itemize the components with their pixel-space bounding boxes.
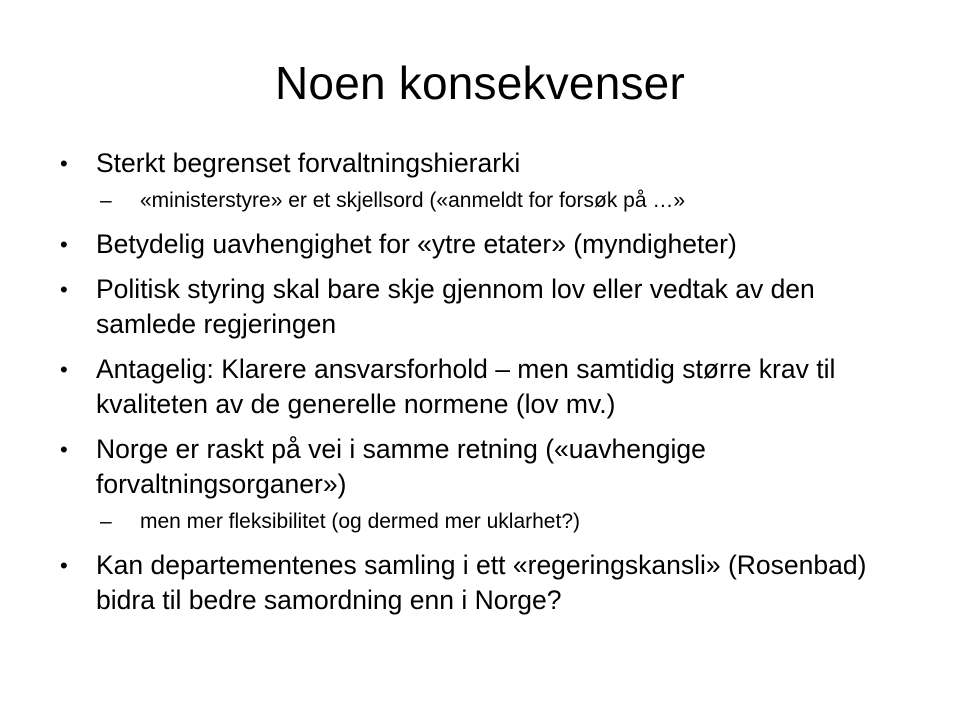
sub-bullet-item — [60, 508, 920, 536]
sub-bullet-item — [60, 187, 920, 215]
bullet-item — [60, 352, 920, 422]
bullet-item — [60, 146, 920, 181]
bullet-text: Politisk styring skal bare skje gjennom lov eller vedtak av den samlede regjeringen — [96, 274, 815, 339]
slide-body — [60, 146, 920, 628]
bullet-text: Antagelig: Klarere ansvarsforhold – men samtidig større krav til kvaliteten av de generelle normene (lov mv.) — [96, 354, 836, 419]
slide-title: Noen konsekvenser — [275, 57, 685, 109]
bullet-icon: • — [60, 151, 68, 176]
bullet-item — [60, 272, 920, 342]
bullet-icon: • — [60, 277, 68, 302]
bullet-item — [60, 227, 920, 262]
bullet-item — [60, 548, 920, 618]
bullet-text: Sterkt begrenset forvaltningshierarki — [96, 148, 521, 178]
bullet-text: Kan departementenes samling i ett «regeringskansli» (Rosenbad) bidra til bedre samordning enn i Norge? — [96, 550, 867, 615]
bullet-text: Betydelig uavhengighet for «ytre etater» (myndigheter) — [96, 229, 737, 259]
sub-bullet-text: «ministerstyre» er et skjellsord («anmeldt for forsøk på …» — [140, 189, 686, 212]
bullet-text: Norge er raskt på vei i samme retning («uavhengige forvaltningsorganer») — [96, 434, 706, 499]
bullet-icon: • — [60, 437, 68, 462]
dash-icon: – — [100, 510, 112, 533]
bullet-icon: • — [60, 357, 68, 382]
bullet-icon: • — [60, 232, 68, 257]
bullet-icon: • — [60, 553, 68, 578]
dash-icon: – — [100, 189, 112, 212]
bullet-item — [60, 432, 920, 502]
sub-bullet-text: men mer fleksibilitet (og dermed mer uklarhet?) — [140, 510, 580, 533]
